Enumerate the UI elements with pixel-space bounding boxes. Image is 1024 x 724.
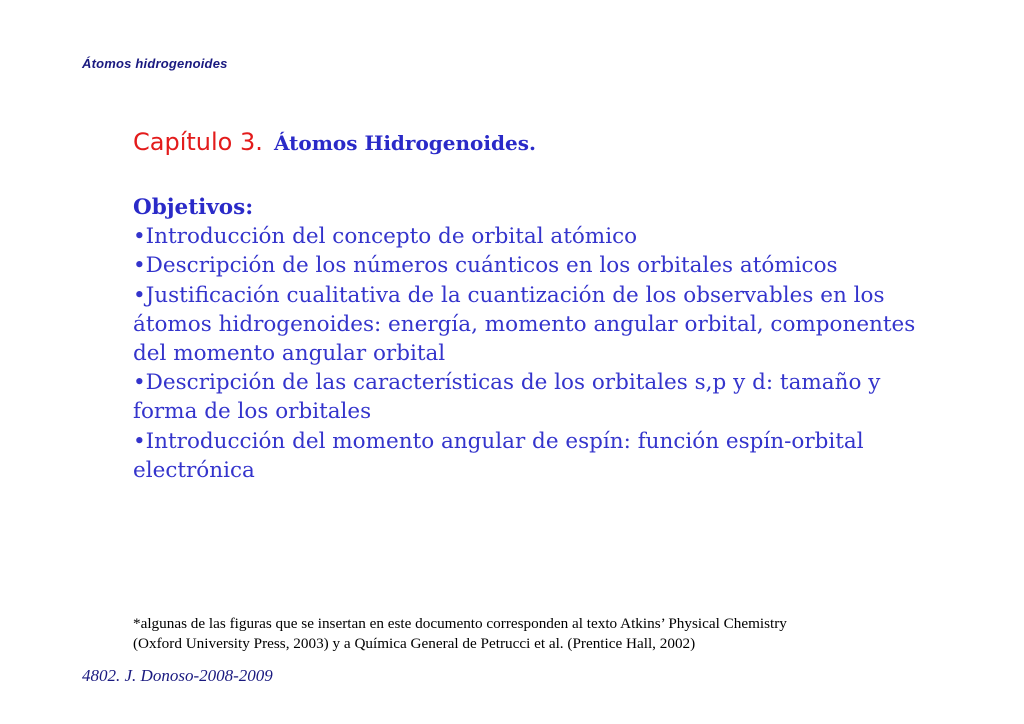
- objective-item: •Descripción de las características de los orbitales s,p y d: tamaño y forma de los orbitales: [133, 370, 881, 425]
- objectives-section: [133, 193, 923, 485]
- footnote-line: *algunas de las figuras que se insertan en este documento corresponden al texto Atkins’ Physical Chemistry: [133, 615, 787, 632]
- objective-item: •Introducción del concepto de orbital atómico: [133, 224, 638, 250]
- objective-item: •Introducción del momento angular de espín: función espín-orbital electrónica: [133, 428, 864, 483]
- objective-item: •Justificación cualitativa de la cuantización de los observables en los átomos hidrogenoides: energía, momento angular orbital, componentes del momento angular orbital: [133, 282, 916, 367]
- chapter-subject: Átomos Hidrogenoides.: [273, 131, 536, 155]
- chapter-label: Capítulo 3.: [133, 128, 263, 156]
- objectives-heading: Objetivos:: [133, 195, 254, 220]
- author-signature: 4802. J. Donoso-2008-2009: [82, 666, 273, 685]
- footnote: [133, 614, 913, 654]
- running-header: Átomos hidrogenoides: [82, 56, 228, 71]
- page-title: [133, 128, 536, 156]
- objective-item: •Descripción de los números cuánticos en los orbitales atómicos: [133, 253, 838, 279]
- footnote-line: (Oxford University Press, 2003) y a Química General de Petrucci et al. (Prentice Hall, 2002): [133, 635, 696, 652]
